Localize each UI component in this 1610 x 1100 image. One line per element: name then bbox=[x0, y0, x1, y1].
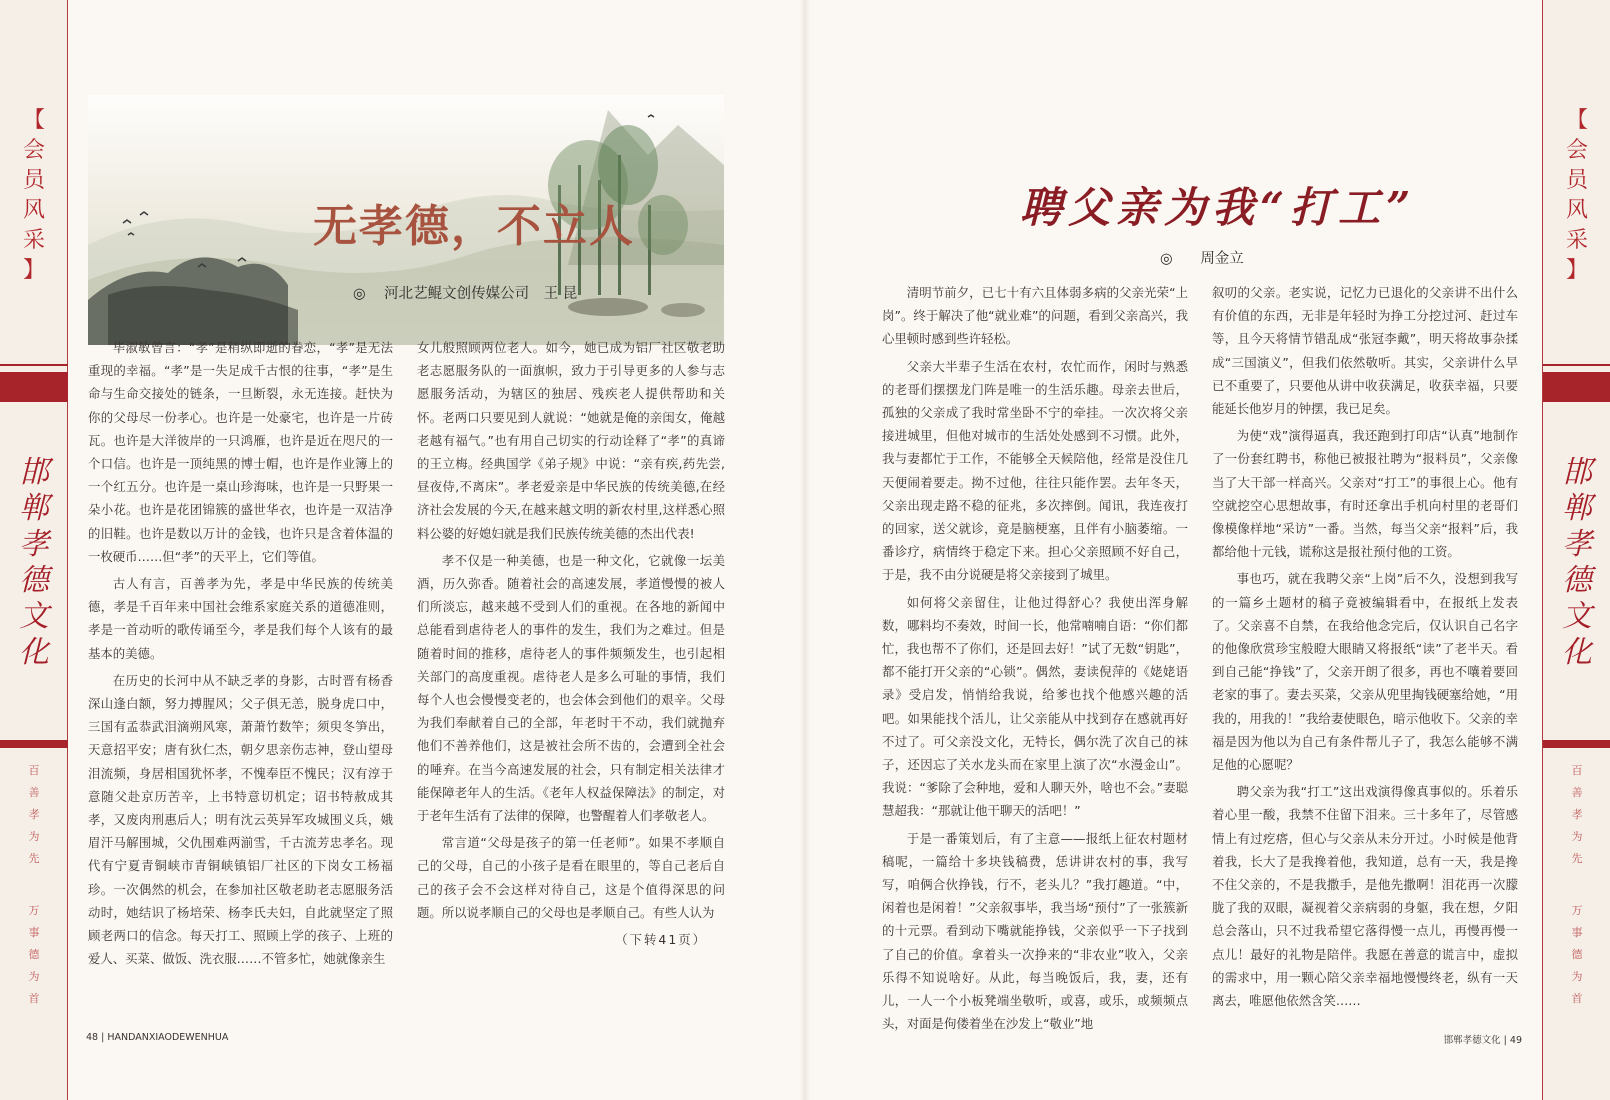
paragraph: 事也巧，就在我聘父亲“上岗”后不久，没想到我写的一篇乡土题材的稿子竟被编辑看中，在报纸上发表了。父亲喜不自禁，在我给他念完后，仅认识自己名字的他像欣赏珍宝般瞪大眼睛又将报纸“读”了老半天。看到自己能“挣钱”了，父亲开朗了很多，再也不嚷着要回老家的事了。妻去买菜，父亲从兜里掏钱硬塞给她，“用我的，用我的！”我给妻使眼色，暗示他收下。父亲的幸福是因为他以为自己有条件帮儿子了，我怎么能够不满足他的心愿呢？ bbox=[1212, 571, 1518, 773]
vertical-char: 善 bbox=[28, 786, 40, 799]
motto-left-b bbox=[0, 900, 68, 1010]
paragraph: 于是一番策划后，有了主意——报纸上征农村题材稿呢，一篇给十多块钱稿费，恁讲讲农村的事，我写写，咱俩合伙挣钱，行不，老头儿？”我打趣道。“中，闲着也是闲着！”父亲叙事毕，我当场“预付”了一张簇新的十元票。看到动下嘴就能挣钱，父亲似乎一下子找到了自己的价值。拿着头一次挣来的“非农业”收入，父亲乐得不知说啥好。从此，每当晚饭后，我，妻，还有儿，一人一个小板凳端坐敬听，或喜，或乐，或频频点头，对面是佝偻着坐在沙发上“敬业”地 bbox=[882, 830, 1188, 1032]
vertical-char: 】 bbox=[22, 258, 45, 283]
vertical-char: 【 bbox=[22, 108, 45, 133]
vertical-char: 首 bbox=[1571, 992, 1583, 1005]
left-red-band-lower bbox=[0, 740, 68, 748]
byline-mark-left: ◎ bbox=[353, 286, 366, 302]
paragraph: 如何将父亲留住，让他过得舒心？我使出浑身解数，哪料均不奏效，时间一长，他常喃喃自语：“你们都忙，我也帮不了你们，还是回去好！”试了无数“钥匙”，都不能打开父亲的“心锁”。偶然，妻读倪萍的《姥姥语录》受启发，悄悄给我说，给爹也找个他感兴趣的活吧。如果能找个活儿，让父亲能从中找到存在感就再好不过了。可父亲没文化，无特长，偶尔洗了次自己的袜子，还因忘了关水龙头而在家里上演了次“水漫金山”。我说：“爹除了会种地，爱和人聊天外，啥也不会。”妻聪慧超我：“那就让他干聊天的活吧！” bbox=[882, 594, 1188, 819]
vertical-char: 邯 bbox=[19, 455, 49, 490]
vertical-char: 文 bbox=[19, 599, 49, 634]
paragraph: 在历史的长河中从不缺乏孝的身影，古时晋有杨香深山逢白额，努力搏腥风；父子俱无恙，脱身虎口中，三国有孟恭武泪滴朔风寒，萧萧竹数竿；须臾冬笋出，天意招平安；唐有狄仁杰，朝夕思亲伤志神，登山望母泪流频，身居相国犹怀孝，不愧奉臣不愧民；汉有淳于意随父赴京历苦辛，上书特意切机定；诏书特赦成其孝，又废肉刑惠后人；明有沈云英异军攻城围义兵，娥眉汗马解围城，父仇围难两湔雪，千古流芳忠孝名。现代有宁夏青铜峡市青铜峡镇铝厂社区的下岗女工杨福珍。一次偶然的机会，在参加社区敬老助老志愿服务活动时，她结识了杨培荣、杨李氏夫妇，自此就坚定了照顾老两口的信念。每天打工、照顾上学的孩子、上班的爱人、买菜、做饭、洗衣服……不管多忙，她就像亲生 bbox=[88, 672, 393, 967]
paragraph: 女儿般照顾两位老人。如今，她已成为铝厂社区敬老助老志愿服务队的一面旗帜，致力于引导更多的人参与志愿服务活动，为辖区的独居、残疾老人提供帮助和关怀。老两口只要见到人就说：“她就是俺的亲闺女，俺越老越有福气。”也有用自己切实的行动诠释了“孝”的真谛的王立梅。经典国学《弟子规》中说：“亲有疾,药先尝,昼夜侍,不离床”。孝老爱亲是中华民族的传统美德,在经济社会发展的今天,在越来越文明的新农村里,这样悉心照料公婆的好媳妇就是我们民族传统美德的杰出代表! bbox=[417, 340, 725, 541]
vertical-char: 孝 bbox=[1571, 808, 1583, 821]
vertical-char: 德 bbox=[1562, 563, 1592, 598]
vertical-char: 百 bbox=[28, 764, 40, 777]
vertical-char: 万 bbox=[1571, 904, 1583, 917]
vertical-char: 风 bbox=[22, 198, 45, 223]
paragraph: 清明节前夕，已七十有六且体弱多病的父亲光荣“上岗”。终于解决了他“就业难”的问题，看到父亲高兴，我心里顿时感到些许轻松。 bbox=[882, 285, 1188, 347]
vertical-char: 会 bbox=[1565, 138, 1588, 163]
right-band-line bbox=[1543, 364, 1610, 366]
motto-left-a bbox=[0, 760, 68, 870]
right-red-band-lower bbox=[1543, 740, 1610, 748]
brand-calligraphy-right bbox=[1543, 455, 1610, 671]
paragraph: 毕淑敏曾言：“孝”是稍纵即逝的眷恋，“孝”是无法重现的幸福。“孝”是一失足成千古恨的往事，“孝”是生命与生命交接处的链条，一旦断裂，永无连接。赶快为你的父母尽一份孝心。也许是一处豪宅，也许是一片砖瓦。也许是大洋彼岸的一只鸿雁，也许是近在咫尺的一个口信。也许是一顶纯黑的博士帽，也许是作业簿上的一个红五分。也许是一桌山珍海味，也许是一只野果一朵小花。也许是花团锦簇的盛世华衣，也许是一双洁净的旧鞋。也许是数以万计的金钱，也许只是含着体温的一枚硬币……但“孝”的天平上，它们等值。 bbox=[88, 340, 393, 564]
right-article-column-1 bbox=[882, 281, 1188, 1040]
article-title-left: 无孝德，不立人 bbox=[313, 201, 635, 252]
vertical-char: 邯 bbox=[1562, 455, 1592, 490]
author-right: 周金立 bbox=[1200, 251, 1244, 267]
left-article-column-1 bbox=[88, 336, 393, 974]
article-title-right: 聘父亲为我“打工” bbox=[1020, 183, 1417, 232]
continued-note: （下转41页） bbox=[615, 932, 707, 948]
section-label-left bbox=[0, 106, 68, 286]
vertical-char: 德 bbox=[1571, 948, 1583, 961]
vertical-char: 为 bbox=[28, 830, 40, 843]
vertical-char: 为 bbox=[1571, 970, 1583, 983]
vertical-char: 首 bbox=[28, 992, 40, 1005]
vertical-char: 孝 bbox=[28, 808, 40, 821]
vertical-char: 德 bbox=[19, 563, 49, 598]
vertical-char: 化 bbox=[19, 635, 49, 670]
vertical-char: 员 bbox=[22, 168, 45, 193]
vertical-char: 善 bbox=[1571, 786, 1583, 799]
vertical-char: 郸 bbox=[1562, 491, 1592, 526]
vertical-char: 事 bbox=[28, 926, 40, 939]
right-red-band bbox=[1543, 372, 1610, 402]
paragraph: 聘父亲为我“打工”这出戏演得像真事似的。乐着乐着心里一酸，我禁不住留下泪来。三十多年了，尽管感情上有过疙瘩，但心与父亲从未分开过。小时候是他背着我，长大了是我搀着他，我知道，总有一天，我是搀不住父亲的，不是我撒手，是他先撒啊！泪花再一次朦胧了我的双眼，凝视着父亲病弱的身躯，我在想，夕阳总会落山，只不过我希望它落得慢一点儿，再慢再慢一点儿！最好的礼物是陪伴。我愿在善意的谎言中，虚拟的需求中，用一颗心陪父亲幸福地慢慢终老，纵有一天离去，唯愿他依然含笑…… bbox=[1212, 784, 1518, 1009]
paragraph: 叙叨的父亲。老实说，记忆力已退化的父亲讲不出什么有价值的东西，无非是年轻时为挣工分挖过河、赶过车等，且今天将情节错乱成“张冠李戴”，明天将故事杂揉成“三国演义”，但我们依然敬听。其实，父亲讲什么早已不重要了，只要他从讲中收获满足，收获幸福，只要能延长他岁月的钟摆，我已足矣。 bbox=[1212, 285, 1518, 417]
vertical-char: 文 bbox=[1562, 599, 1592, 634]
vertical-char: 风 bbox=[1565, 198, 1588, 223]
vertical-char: 孝 bbox=[19, 527, 49, 562]
page-footer-right: 邯郸孝德文化 | 49 bbox=[1443, 1035, 1522, 1046]
paragraph: 孝不仅是一种美德，也是一种文化，它就像一坛美酒，历久弥香。随着社会的高速发展，孝道慢慢的被人们所淡忘，越来越不受到人们的重视。在各地的新闻中总能看到虐待老人的事件的发生，我们为之难过。但是随着时间的推移，虐待老人的事件频频发生，也引起相关部门的高度重视。虐待老人是多么可耻的事情，我们每个人也会慢慢变老的，也会体会到他们的艰辛。父母为我们奉献着自己的全部，年老时干不动，我们就抛弃他们不善养他们，这是被社会所不齿的，会遭到全社会的唾弃。在当今高速发展的社会，只有制定相关法律才能保障老年人的生活。《老年人权益保障法》的制定，对于老年生活有了法律的保障，也警醒着人们孝敬老人。 bbox=[417, 552, 725, 824]
left-band-line bbox=[0, 364, 68, 366]
byline-right bbox=[1160, 247, 1244, 268]
vertical-char: 化 bbox=[1562, 635, 1592, 670]
right-article-column-2 bbox=[1212, 281, 1518, 1016]
vertical-char: 】 bbox=[1565, 258, 1588, 283]
vertical-char: 为 bbox=[1571, 830, 1583, 843]
section-label-right bbox=[1543, 106, 1610, 286]
right-margin bbox=[1542, 0, 1610, 1100]
paragraph: 为使“戏”演得逼真，我还跑到打印店“认真”地制作了一份套红聘书，称他已被报社聘为“报料员”，父亲像当了大干部一样高兴。父亲对“打工”的事很上心。他有空就挖空心思想故事，有时还拿出手机向村里的老哥们像模像样地“采访”一番。当然，每当父亲“报料”后，我都给他十元钱，谎称这是报社预付他的工资。 bbox=[1212, 428, 1518, 560]
hero-ink-landscape bbox=[88, 95, 724, 345]
page-gutter bbox=[800, 0, 810, 1100]
brand-calligraphy-left bbox=[0, 455, 68, 671]
byline-left bbox=[353, 282, 577, 303]
vertical-char: 先 bbox=[28, 852, 40, 865]
left-margin bbox=[0, 0, 68, 1100]
vertical-char: 【 bbox=[1565, 108, 1588, 133]
vertical-char: 采 bbox=[22, 228, 45, 253]
motto-right-a bbox=[1543, 760, 1610, 870]
byline-mark-right: ◎ bbox=[1160, 251, 1173, 267]
page-footer-left: 48 | HANDANXIAODEWENHUA bbox=[86, 1032, 229, 1043]
vertical-char: 孝 bbox=[1562, 527, 1592, 562]
vertical-char: 事 bbox=[1571, 926, 1583, 939]
vertical-char: 郸 bbox=[19, 491, 49, 526]
left-article-column-2 bbox=[417, 336, 725, 951]
vertical-char: 为 bbox=[28, 970, 40, 983]
vertical-char: 员 bbox=[1565, 168, 1588, 193]
left-red-band bbox=[0, 372, 68, 402]
paragraph: 父亲大半辈子生活在农村，农忙而作，闲时与熟悉的老哥们摆摆龙门阵是唯一的生活乐趣。母亲去世后，孤独的父亲成了我时常坐卧不宁的牵挂。一次次将父亲接进城里，但他对城市的生活处处感到不习惯。此外，我与妻都忙于工作，不能够全天候陪他，经常是没住几天便闹着要走。拗不过他，往往只能作罢。去年冬天，父亲出现走路不稳的征兆，多次摔倒。闻讯，我连夜打的回家，送父就诊，竟是脑梗塞，且伴有小脑萎缩。一番诊疗，病情终于稳定下来。担心父亲照顾不好自己，于是，我不由分说硬是将父亲接到了城里。 bbox=[882, 358, 1188, 583]
vertical-char: 会 bbox=[22, 138, 45, 163]
paragraph: 常言道“父母是孩子的第一任老师”。如果不孝顺自己的父母，自己的小孩子是看在眼里的，等自己老后自己的孩子会不会这样对待自己，这是个值得深思的问题。所以说孝顺自己的父母也是孝顺自己。有些人认为 bbox=[417, 835, 725, 920]
vertical-char: 德 bbox=[28, 948, 40, 961]
vertical-char: 先 bbox=[1571, 852, 1583, 865]
vertical-char: 百 bbox=[1571, 764, 1583, 777]
vertical-char: 采 bbox=[1565, 228, 1588, 253]
motto-right-b bbox=[1543, 900, 1610, 1010]
author-left: 河北艺鲲文创传媒公司 王 昆 bbox=[384, 286, 578, 302]
paragraph: 古人有言，百善孝为先，孝是中华民族的传统美德，孝是千百年来中国社会维系家庭关系的道德准则，孝是一首动听的歌传诵至今，孝是我们每个人该有的最基本的美德。 bbox=[88, 576, 393, 661]
vertical-char: 万 bbox=[28, 904, 40, 917]
